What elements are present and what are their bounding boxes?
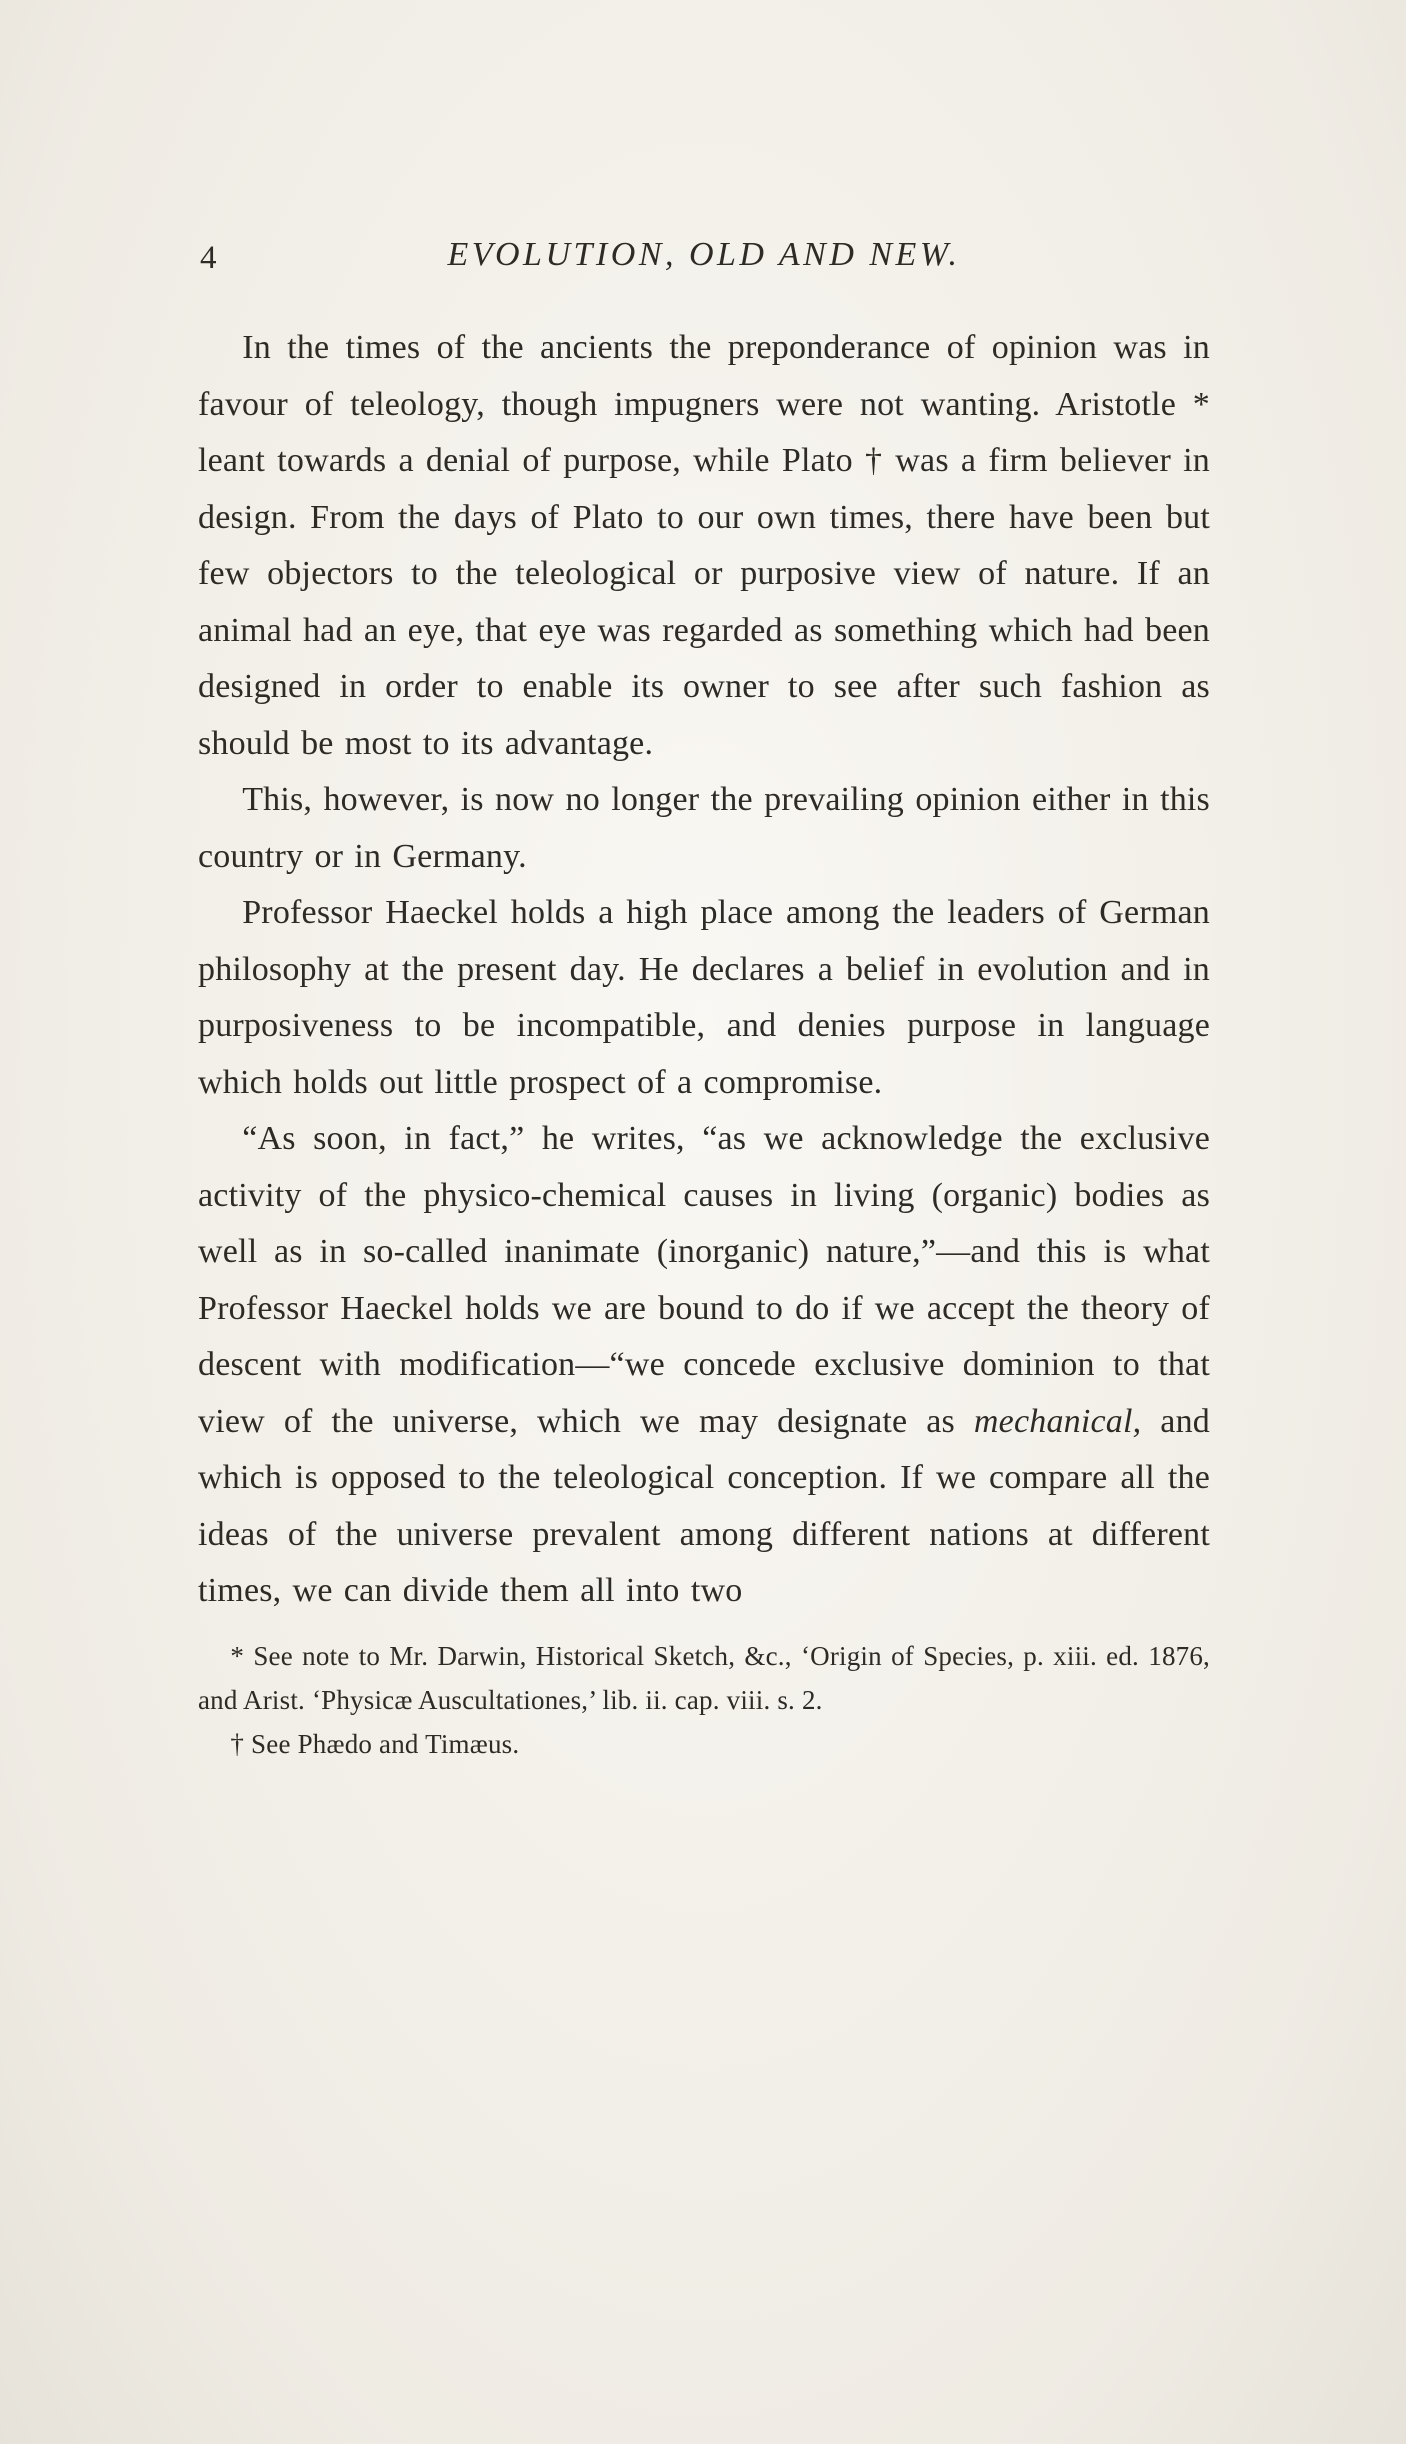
paragraph-text-segment: “As soon, in fact,” he writes, “as we acknowledge the exclusive activity of the physico-chemical causes in living (organic) bodies as well as in so-called inanimate (inorganic) nature,”—and this is what Professor Haeckel holds we are bound to do if we accept the theory of descent with modification—“we concede exclusive dominion to that view of the universe, which we may designate as xyxy=(198,1120,1210,1440)
footnotes xyxy=(198,1634,1210,1766)
running-title: EVOLUTION, OLD AND NEW. xyxy=(447,236,961,273)
paragraph-text-segment: This, however, is now no longer the prevailing opinion either in this country or in Germany. xyxy=(198,781,1210,875)
paragraph-text-segment: and which is opposed to the teleological conception. If we compare all the ideas of the universe prevalent among different nations at different times, we can divide them all into two xyxy=(198,1402,1210,1609)
paragraph xyxy=(198,1111,1210,1620)
footnote xyxy=(198,1722,1210,1766)
paragraph xyxy=(198,320,1210,772)
body-text xyxy=(198,320,1210,1620)
footnote-text-segment: * See note to Mr. Darwin, Historical Sketch, &c., ‘Origin of Species, p. xiii. ed. 1876, and Arist. ‘Physicæ Auscultationes,’ lib. ii. cap. viii. s. 2. xyxy=(198,1640,1210,1715)
paragraph xyxy=(198,772,1210,885)
paragraph-text-segment: In the times of the ancients the preponderance of opinion was in favour of teleology, though impugners were not wanting. Aristotle * leant towards a denial of purpose, while Plato † was a firm believer in design. From the days of Plato to our own times, there have been but few objectors to the teleological or purposive view of nature. If an animal had an eye, that eye was regarded as something which had been designed in order to enable its owner to see after such fashion as should be most to its advantage. xyxy=(198,329,1210,762)
page-header xyxy=(198,232,1210,290)
paragraph-text-segment: Professor Haeckel holds a high place among the leaders of German philosophy at the present day. He declares a belief in evolution and in purposiveness to be incompatible, and denies purpose in language which holds out little prospect of a compromise. xyxy=(198,894,1210,1101)
page-block xyxy=(198,232,1210,1766)
footnote xyxy=(198,1634,1210,1722)
paragraph-italic-segment: mechanical, xyxy=(973,1402,1142,1440)
page-number: 4 xyxy=(200,240,218,276)
paragraph xyxy=(198,885,1210,1111)
footnote-text-segment: † See Phædo and Timæus. xyxy=(230,1728,520,1759)
